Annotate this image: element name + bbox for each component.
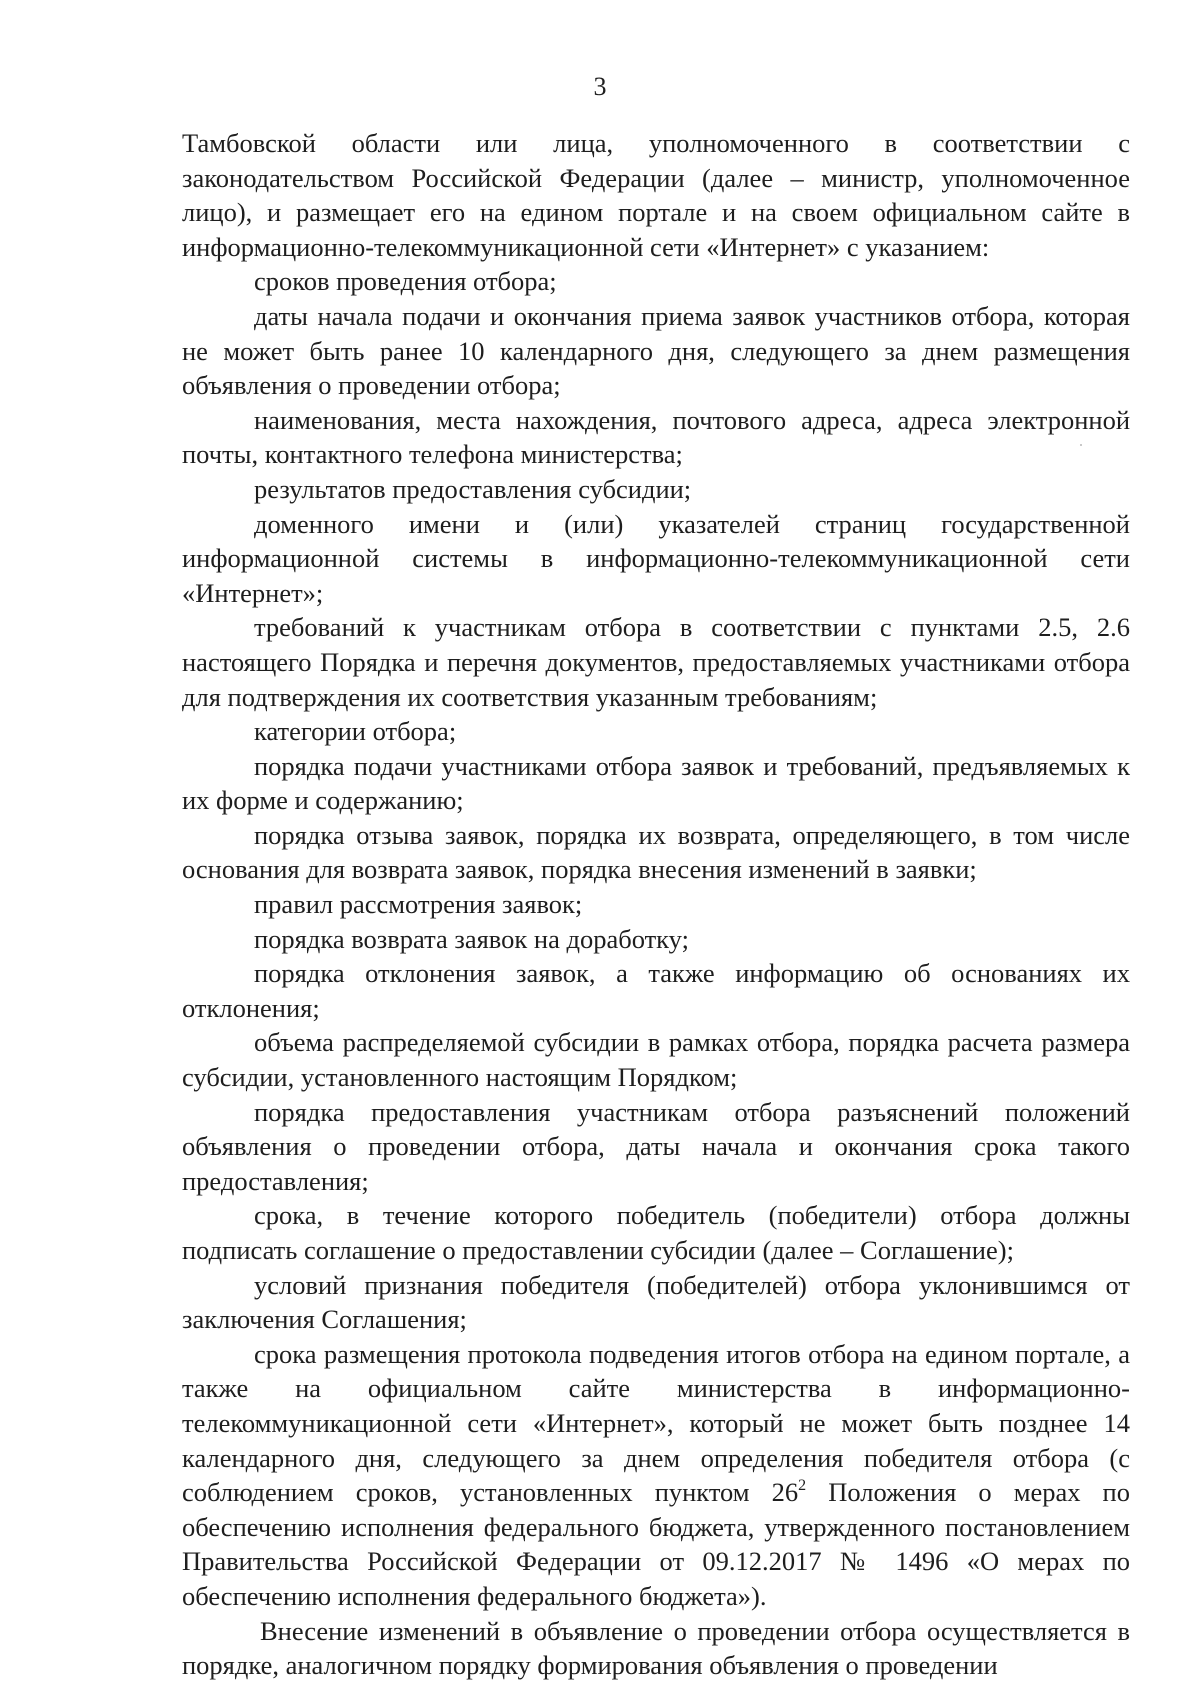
page-number: 3 [593,72,607,101]
list-item: порядка отзыва заявок, порядка их возврата, определяющего, в том числе основания для возврата заявок, порядка внесения изменений в заявки; [182,819,1130,885]
list-item: срока, в течение которого победитель (победители) отбора должны подписать соглашение о предоставлении субсидии (далее – Соглашение); [182,1200,1130,1265]
list-item: объема распределяемой субсидии в рамках отбора, порядка расчета размера субсидии, установленного настоящим Порядком; [182,1027,1130,1093]
list-item: даты начала подачи и окончания приема заявок участников отбора, которая не может быть ранее 10 календарного дня, следующего за днем размещения объявления о проведении отбора; [182,300,1130,401]
list-item: сроков проведения отбора; [254,266,557,297]
text-run: Положения о мерах по обеспечению исполнения федерального бюджета, утвержденного постановлением Правительства Российской Федерации от 09.12.2017 № 1496 «О мерах по обеспечению исполнения федерального бюджета»). [182,1477,1130,1611]
list-item: категории отбора; [254,716,457,747]
list-item: результатов предоставления субсидии; [254,473,692,504]
superscript: 2 [798,1477,807,1495]
list-item: порядка подачи участниками отбора заявок и требований, предъявляемых к их форме и содержанию; [182,750,1130,816]
list-item: порядка отклонения заявок, а также информацию об основаниях их отклонения; [182,958,1130,1023]
list-item: условий признания победителя (победителей) отбора уклонившимся от заключения Соглашения; [182,1269,1130,1335]
list-item: доменного имени и (или) указателей страниц государственной информационной системы в информационно-телекоммуникационной сети «Интернет»; [182,508,1130,608]
scan-artifact [1080,444,1082,446]
list-item: правил рассмотрения заявок; [254,889,583,920]
document-body [182,126,1130,1683]
paragraph: Тамбовской области или лица, уполномоченного в соответствии с законодательством Российской Федерации (далее – министр, уполномоченное лицо), и размещает его на едином портале и на своем официальном сайте в информационно-телекоммуникационной сети «Интернет» с указанием: [182,128,1130,262]
list-item: порядка возврата заявок на доработку; [254,923,689,954]
list-item: наименования, места нахождения, почтового адреса, адреса электронной почты, контактного телефона министерства; [182,404,1130,470]
list-item: порядка предоставления участникам отбора разъяснений положений объявления о проведении отбора, даты начала и окончания срока такого предоставления; [182,1096,1130,1196]
text-run: срока размещения протокола подведения итогов отбора на едином портале, а также на официальном сайте министерства в информационно-телекоммуникационной сети «Интернет», который не может быть позднее 14 календарного дня, следующего за днем определения победителя отбора (с соблюдением сроков, установленных пунктом 26 [182,1338,1130,1508]
list-item: требований к участникам отбора в соответствии с пунктами 2.5, 2.6 настоящего Порядка и перечня документов, предоставляемых участниками отбора для подтверждения их соответствия указанным требованиям; [182,612,1130,712]
list-item [182,1337,1130,1614]
paragraph: Внесение изменений в объявление о проведении отбора осуществляется в порядке, аналогичном порядку формирования объявления о проведении [182,1615,1130,1681]
